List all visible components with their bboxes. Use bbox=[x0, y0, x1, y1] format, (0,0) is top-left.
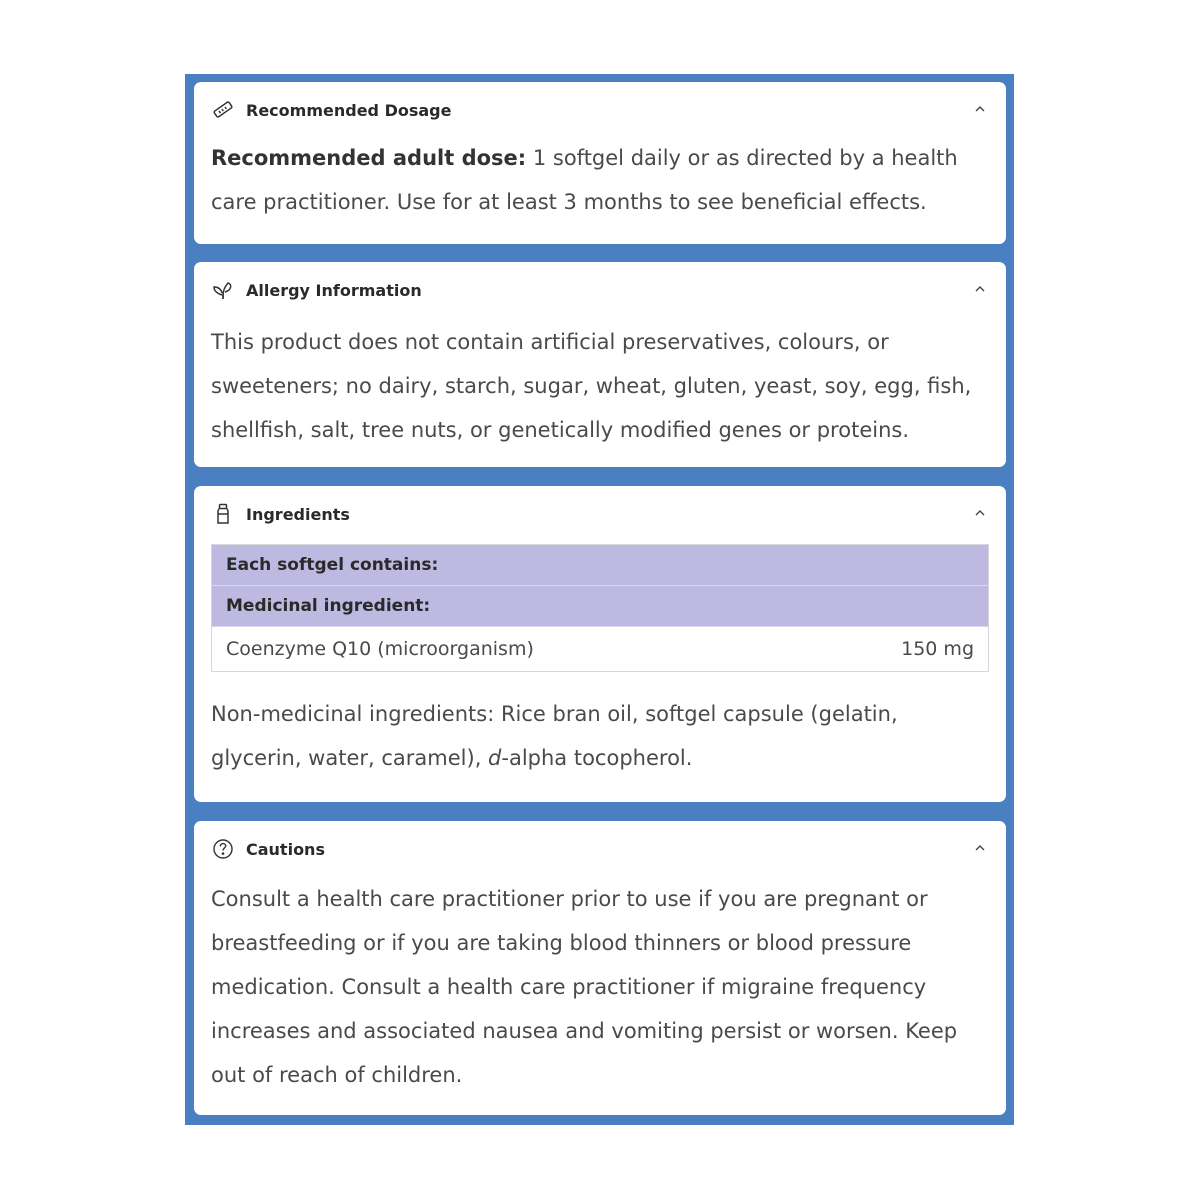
leaf-icon bbox=[211, 278, 235, 302]
cautions-text: Consult a health care practitioner prior to use if you are pregnant or breastfeeding or if you are taking blood thinners or blood pressure medication. Consult a health care practitioner if migraine frequency increases and associated nausea and vomiting persist or worsen. Keep out of reach of children. bbox=[211, 887, 958, 1087]
ingredients-panel bbox=[194, 486, 1006, 802]
allergy-text: This product does not contain artificial preservatives, colours, or sweeteners; no dairy, starch, sugar, wheat, gluten, yeast, soy, egg, fish, shellfish, salt, tree nuts, or genetically modified genes or proteins. bbox=[211, 330, 972, 442]
cautions-panel bbox=[194, 821, 1006, 1115]
dosage-panel bbox=[194, 82, 1006, 244]
ruler-icon bbox=[211, 98, 235, 122]
cautions-title: Cautions bbox=[246, 839, 325, 859]
table-header-each-softgel: Each softgel contains: bbox=[212, 545, 988, 586]
table-row bbox=[212, 627, 988, 671]
non-medicinal-suffix: -alpha tocopherol. bbox=[501, 746, 693, 770]
ingredients-title: Ingredients bbox=[246, 504, 350, 524]
allergy-panel-header[interactable] bbox=[211, 262, 989, 318]
question-circle-icon bbox=[211, 837, 235, 861]
chevron-up-icon[interactable] bbox=[971, 839, 989, 857]
ingredient-name: Coenzyme Q10 (microorganism) bbox=[226, 638, 534, 660]
dosage-bold-label: Recommended adult dose: bbox=[211, 146, 527, 170]
allergy-title: Allergy Information bbox=[246, 280, 422, 300]
dosage-description: 1 softgel daily or as directed by a health care practitioner. Use for at least 3 months to see beneficial effects. bbox=[211, 146, 958, 214]
dosage-panel-header[interactable] bbox=[211, 82, 989, 138]
dosage-title: Recommended Dosage bbox=[246, 100, 452, 120]
chevron-up-icon[interactable] bbox=[971, 504, 989, 522]
bottle-icon bbox=[211, 502, 235, 526]
non-medicinal-text bbox=[211, 692, 989, 780]
accordion-frame bbox=[185, 74, 1014, 1125]
table-header-medicinal: Medicinal ingredient: bbox=[212, 586, 988, 627]
non-medicinal-prefix: Non-medicinal ingredients: Rice bran oil, softgel capsule (gelatin, glycerin, water, caramel), bbox=[211, 702, 898, 770]
dosage-text bbox=[211, 136, 989, 224]
chevron-up-icon[interactable] bbox=[971, 280, 989, 298]
chevron-up-icon[interactable] bbox=[971, 100, 989, 118]
cautions-panel-header[interactable] bbox=[211, 821, 989, 877]
ingredients-panel-header[interactable] bbox=[211, 486, 989, 542]
allergy-panel bbox=[194, 262, 1006, 467]
ingredient-amount: 150 mg bbox=[901, 638, 974, 660]
ingredients-table bbox=[211, 544, 989, 672]
non-medicinal-italic: d bbox=[488, 746, 502, 770]
